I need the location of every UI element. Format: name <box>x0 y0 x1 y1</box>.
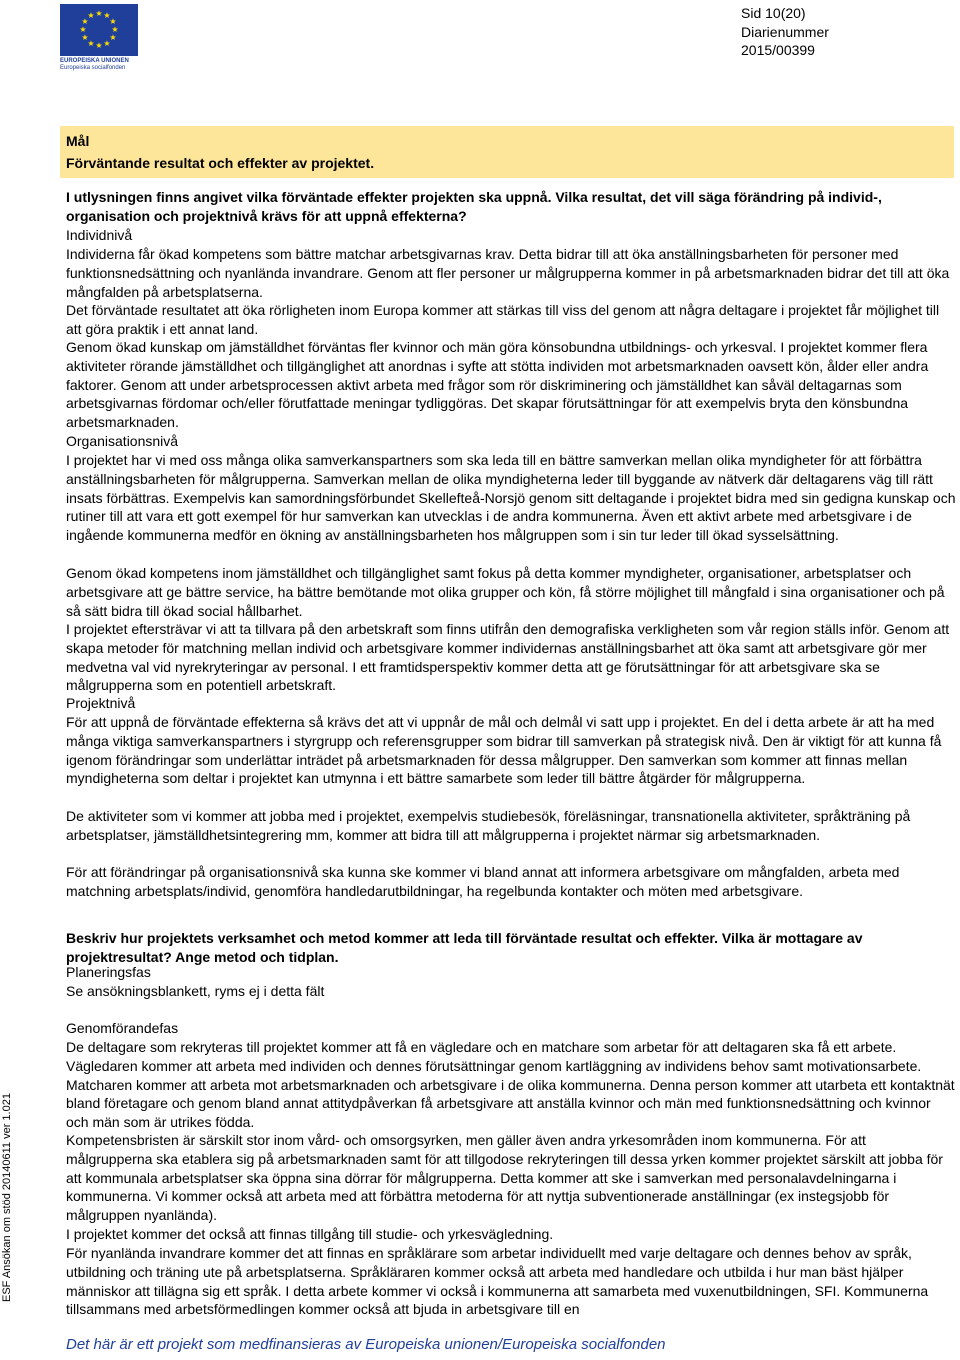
side-version-text: ESF Ansökan om stöd 20140611 ver 1.021 <box>1 1093 13 1302</box>
paragraph-8: De aktiviteter som vi kommer att jobba med i projektet, exempelvis studiebesök, föreläsningar, transnationella aktiviteter, språkträning på arbetsplatser, jämställdhetsintegrering mm, kommer att bidra till att målgrupperna i projektet närmar sig arbetsmarknaden. <box>66 808 911 843</box>
heading-organisationsniva: Organisationsnivå <box>66 433 179 449</box>
paragraph-7: För att uppnå de förväntade effekterna så krävs det att vi uppnår de mål och delmål vi satt upp i projektet. En del i detta arbete är att ha med många viktiga samverkanspartners i styrgrupp och referensgrupper som bidrar till samverkan på strategisk nivå. Den är viktigt för att kunna få igenom förändringar som underlättar inträdet på arbetsmarknaden för dessa målgrupper. Den samverkan som kommer att finnas mellan myndigheterna som deltar i projektet kan utmynna i ett bättre samarbete som leder till bättre åtgärder för målgrupperna. <box>66 714 942 787</box>
heading-genomforandefas: Genomförandefas <box>66 1020 179 1036</box>
diarie-label: Diarienummer <box>741 23 829 40</box>
paragraph-10: Se ansökningsblankett, ryms ej i detta fält <box>66 983 325 999</box>
question-1: I utlysningen finns angivet vilka förväntade effekter projekten ska uppnå. Vilka resultat, det vill säga förändring på individ-, organisation och projektnivå krävs för att uppnå effekterna? <box>66 189 882 224</box>
paragraph-12: Kompetensbristen är särskilt stor inom vård- och omsorgsyrken, men gäller även andra yrkesområden inom kommunerna. För att målgrupperna ska etablera sig på arbetsmarknaden samt för att tillgodose rekryteringen till dessa yrken kommer projektet särskilt att jobba för att kommunala arbetsplatser ska öppna sina dörrar för målgrupperna. Detta kommer att ske i samverkan med personalavdelningarna i kommunerna. Vi kommer också att arbeta med att förbättra metoderna för att nyttja subventionerade anställningar (ex instegsjobb för målgruppen nyanlända). <box>66 1132 943 1224</box>
eu-flag-icon: ★ ★ ★ ★ ★ ★ ★ ★ ★ ★ ★ ★ <box>60 4 138 56</box>
logo-line1: EUROPEISKA UNIONEN <box>60 58 129 64</box>
paragraph-4: I projektet har vi med oss många olika samverkanspartners som ska leda till en bättre samverkan mellan olika myndigheter för att förbättra anställningsbarheten för målgrupperna. Samverkan mellan de olika myndigheterna leder till byggande av nätverk där deltagarens väg till rätt insats förbättras. Exempelvis kan samordningsförbundet Skellefteå-Norsjö genom sitt deltagande i projektet bidra med sin gedigna kunskap och rutiner till att vara ett gott exempel för hur samverkan kan utvecklas i de andra kommunerna. Även ett aktivt arbete med arbetsgivare i de ingående kommunerna medför en ökning av anställningsbarheten hos målgruppen som i sin tur leder till ökad sysselsättning. <box>66 452 956 544</box>
diarie-number: 2015/00399 <box>741 42 815 58</box>
heading-individniva: Individnivå <box>66 227 133 243</box>
page-number: Sid 10(20) <box>741 5 806 21</box>
paragraph-1: Individerna får ökad kompetens som bättre matchar arbetsgivarnas krav. Detta bidrar till att öka anställningsbarheten för personer med funktionsnedsättning och nyanlända invandrare. Genom att fler personer ur målgrupperna kommer in på arbetsmarknaden bidrar det till att öka mångfalden på arbetsplatserna. <box>66 246 950 300</box>
paragraph-5: Genom ökad kompetens inom jämställdhet och tillgänglighet samt fokus på detta kommer myndigheter, organisationer, arbetsplatser och arbetsgivare att ge bättre service, ha bättre bemötande mot olika grupper och kön, få större möjlighet till mångfald i sina organisationer och på så sätt bidra till ökad social hållbarhet. <box>66 565 945 619</box>
paragraph-13: I projektet kommer det också att finnas tillgång till studie- och yrkesvägledning. <box>66 1226 554 1242</box>
paragraph-9: För att förändringar på organisationsnivå ska kunna ske kommer vi bland annat att informera arbetsgivare om mångfalden, arbeta med matchning arbetsplats/individ, genomföra handledarutbildningar, ha regelbunda kontakter och möten med arbetsgivare. <box>66 864 900 899</box>
footer-text: Det här är ett projekt som medfinansieras av Europeiska unionen/Europeiska socialfonden <box>66 1336 666 1353</box>
paragraph-3: Genom ökad kunskap om jämställdhet förväntas fler kvinnor och män göra könsobundna utbildnings- och yrkesval. I projektet kommer flera aktiviteter rörande jämställdhet och tillgänglighet att anordnas i syfte att stötta individen mot arbetsmarknaden oavsett kön, ålder eller andra faktorer. Genom att under arbetsprocessen aktivt arbeta med frågor som rör diskriminering och jämställdhet kan såväl deltagarnas som arbetsgivarnas fördomar och/eller förutfattade meningar tydliggöras. Det skapar förutsättningar för att exempelvis bryta den könsbundna arbetsmarknaden. <box>66 339 929 431</box>
logo-line2: Europeiska socialfonden <box>60 65 126 71</box>
paragraph-2: Det förväntade resultatet att öka rörligheten inom Europa kommer att stärkas till viss del genom att några deltagare i projektet får möjlighet till att göra praktik i ett annat land. <box>66 302 940 337</box>
section-subtitle: Förväntande resultat och effekter av projektet. <box>66 155 375 171</box>
section-title: Mål <box>66 133 90 149</box>
eu-logo <box>60 4 138 72</box>
question-2: Beskriv hur projektets verksamhet och metod kommer att leda till förväntade resultat och effekter. Vilka är mottagare av projektresultat? Ange metod och tidplan. <box>66 930 863 965</box>
paragraph-6: I projektet eftersträvar vi att ta tillvara på den arbetskraft som finns utifrån den demografiska verkligheten som vår region ställs inför. Genom att skapa metoder för matchning mellan individ och arbetsgivare kommer individernas anställningsbarhet att öka samt att arbetsgivare gör mer medvetna val vid nyrekryteringar av personal. I ett framtidsperspektiv kommer detta att ge förutsättningar för att arbetsgivare ska se målgrupperna som en potentiell arbetskraft. <box>66 621 950 694</box>
page-header <box>741 4 829 60</box>
section-header-box <box>60 126 954 178</box>
paragraph-14: För nyanlända invandrare kommer det att finnas en språklärare som arbetar individuellt med varje deltagare och dennes behov av språk, utbildning och träning ute på arbetsplatserna. Språkläraren kommer också att arbeta med handledare och utbilda i hur man bäst hjälper människor att tillägna sig ett språk. I detta arbete kommer vi också i kommunerna att samarbeta med vuxenutbildningen, SFI. Kommunerna tillsammans med arbetsförmedlingen kommer också att bjuda in arbetsgivare till en <box>66 1245 929 1318</box>
heading-planeringsfas: Planeringsfas <box>66 964 151 980</box>
heading-projektniva: Projektnivå <box>66 695 136 711</box>
paragraph-11: De deltagare som rekryteras till projektet kommer att få en vägledare och en matchare som arbetar för att deltagaren ska få ett arbete. Vägledaren kommer att arbeta med individen och dennes förutsättningar genom kartläggning av individens behov samt motivationsarbete. Matcharen kommer att arbeta mot arbetsmarknaden och arbetsgivare i de olika kommunerna. Denna person kommer att utarbeta ett kontaktnät bland företagare och genom bland annat attitydpåverkan få arbetsgivare att anställa kvinnor och män med funktionsnedsättning och kvinnor och män som är utrikes födda. <box>66 1039 955 1131</box>
